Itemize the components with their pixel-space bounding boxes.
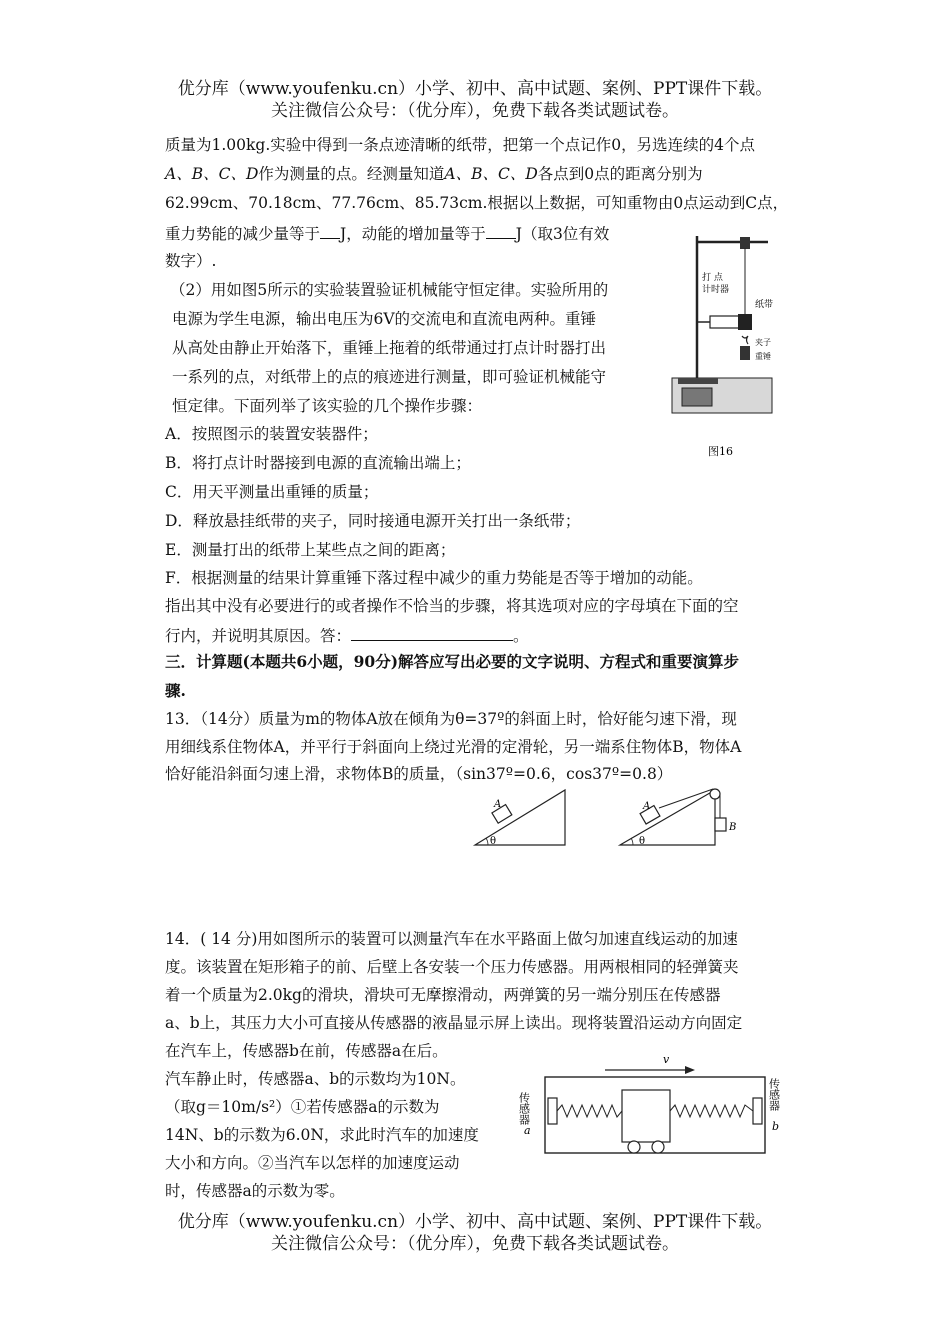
step-d: D．释放悬挂纸带的夹子，同时接通电源开关打出一条纸带；: [165, 512, 581, 530]
q13-figure-incline: [470, 785, 570, 850]
q14-line-1: 14．( 14 分)用如图所示的装置可以测量汽车在水平路面上做匀加速直线运动的加速: [165, 930, 738, 948]
q14-line-10: 时，传感器a的示数为零。: [165, 1182, 345, 1200]
label-a-1: A: [494, 799, 502, 810]
q13-line-2: 用细线系住物体A，并平行于斜面向上绕过光滑的定滑轮，另一端系住物体B，物体A: [165, 738, 742, 756]
clamp: [740, 237, 750, 249]
arrow-head-icon: [685, 1066, 695, 1074]
q14-line-3: 着一个质量为2.0kg的滑块，滑块可无摩擦滑动，两弹簧的另一端分别压在传感器: [165, 986, 721, 1004]
angle-arc: [486, 838, 488, 845]
q14-line-5: 在汽车上，传感器b在前，传感器a在后。: [165, 1042, 448, 1060]
header-line-1: 优分库（www.youfenku.cn）小学、初中、高中试题、案例、PPT课件下载。: [177, 79, 773, 99]
part2-line-3: 从高处由静止开始落下，重锤上拖着的纸带通过打点计时器打出: [172, 339, 607, 357]
block-b: [715, 818, 726, 831]
part2-line-4: 一系列的点，对纸带上的点的痕迹进行测量，即可验证机械能守: [172, 368, 607, 386]
q14-line-9: 大小和方向。②当汽车以怎样的加速度运动: [165, 1154, 460, 1172]
q14-line-7: （取g＝10m/s²）①若传感器a的示数为: [165, 1098, 440, 1116]
q13-figure-pulley: [615, 785, 745, 850]
label-b: b: [772, 1120, 780, 1133]
part2-line-5: 恒定律。下面列举了该实验的几个操作步骤：: [172, 397, 483, 415]
dish: [682, 388, 712, 406]
intro-line-5: 数字）.: [165, 252, 217, 270]
section-3-heading-2: 骤.: [165, 681, 186, 700]
answer-blank-steps[interactable]: [351, 624, 513, 641]
part2-line-2: 电源为学生电源，输出电压为6V的交流电和直流电两种。重锤: [172, 310, 597, 328]
label-a: a: [524, 1124, 531, 1137]
incline: [620, 790, 715, 845]
q13-line-3: 恰好能沿斜面匀速上滑，求物体B的质量，（sin37º=0.6，cos37º=0.8）: [165, 765, 673, 783]
label-sensor-a: 传感器: [517, 1092, 531, 1125]
label-weight: 重锤: [755, 352, 771, 361]
intro-line-4: 重力势能的减少量等于 J，动能的增加量等于 J（取3位有效: [165, 222, 609, 244]
slider-block: [622, 1090, 670, 1142]
answer-blank-kinetic[interactable]: [486, 222, 516, 239]
step-e: E．测量打出的纸带上某些点之间的距离；: [165, 541, 456, 559]
q13-line-1: 13．（14分）质量为m的物体A放在倾角为θ=37º的斜面上时，恰好能匀速下滑，现: [165, 710, 737, 728]
figure-16-apparatus: [670, 228, 780, 463]
q14-line-8: 14N、b的示数为6.0N，求此时汽车的加速度: [165, 1126, 479, 1144]
label-b: B: [729, 822, 737, 833]
string: [659, 789, 713, 808]
stand-base: [678, 378, 718, 384]
q14-line-2: 度。该装置在矩形箱子的前、后壁上各安装一个压力传感器。用两根相同的轻弹簧夹: [165, 958, 739, 976]
wheel-left: [628, 1141, 640, 1153]
intro-line-2: A、B、C、D作为测量的点。经测量知道A、B、C、D各点到0点的距离分别为: [165, 165, 703, 183]
intro-line-1: 质量为1.00kg.实验中得到一条点迹清晰的纸带，把第一个点记作0，另选连续的4个点: [165, 136, 755, 154]
label-theta-1: θ: [490, 836, 497, 847]
weight: [740, 346, 750, 360]
step-c: C．用天平测量出重锤的质量；: [165, 483, 379, 501]
section-3-heading-1: 三．计算题(本题共6小题，90分)解答应写出必要的文字说明、方程式和重要演算步: [165, 652, 740, 671]
label-timer-1: 打 点: [702, 273, 723, 283]
footer-line-1: 优分库（www.youfenku.cn）小学、初中、高中试题、案例、PPT课件下载。: [177, 1212, 773, 1232]
label-theta-2: θ: [639, 836, 646, 847]
label-v: v: [663, 1053, 670, 1066]
intro-line-3: 62.99cm、70.18cm、77.76cm、85.73cm.根据以上数据，可知重物由0点运动到C点，: [165, 194, 789, 212]
sensor-b: [753, 1098, 762, 1124]
step-b: B．将打点计时器接到电源的直流输出端上；: [165, 454, 471, 472]
figure-16-caption: 图16: [708, 445, 733, 458]
angle-arc: [631, 838, 633, 845]
part2-question-2: 行内，并说明其原因。答： 。: [165, 624, 529, 646]
pulley: [710, 789, 720, 799]
part2-line-1: （2）用如图5所示的实验装置验证机械能守恒定律。实验所用的: [170, 281, 609, 299]
timer-head: [738, 314, 752, 330]
sensor-a: [548, 1098, 557, 1124]
q14-line-6: 汽车静止时，传感器a、b的示数均为10N。: [165, 1070, 466, 1088]
answer-blank-potential[interactable]: [320, 222, 340, 239]
incline: [475, 790, 565, 845]
label-timer-2: 计时器: [702, 285, 730, 295]
q14-line-4: a、b上，其压力大小可直接从传感器的液晶显示屏上读出。现将装置沿运动方向固定: [165, 1014, 743, 1032]
wheel-right: [652, 1141, 664, 1153]
header-line-2: 关注微信公众号：（优分库），免费下载各类试题试卷。: [271, 101, 679, 121]
step-f: F．根据测量的结果计算重锤下落过程中减少的重力势能是否等于增加的动能。: [165, 569, 703, 587]
label-a-2: A: [643, 801, 651, 812]
step-a: A．按照图示的装置安装器件；: [165, 425, 378, 443]
q14-figure-sensor-box: [517, 1050, 790, 1160]
label-clip: 夹子: [755, 338, 771, 347]
footer-line-2: 关注微信公众号：（优分库），免费下载各类试题试卷。: [271, 1234, 679, 1254]
clip-icon: [742, 336, 748, 344]
label-tape: 纸带: [755, 300, 774, 310]
label-sensor-b: 传感器: [767, 1078, 781, 1111]
part2-question-1: 指出其中没有必要进行的或者操作不恰当的步骤，将其选项对应的字母填在下面的空: [165, 597, 739, 615]
